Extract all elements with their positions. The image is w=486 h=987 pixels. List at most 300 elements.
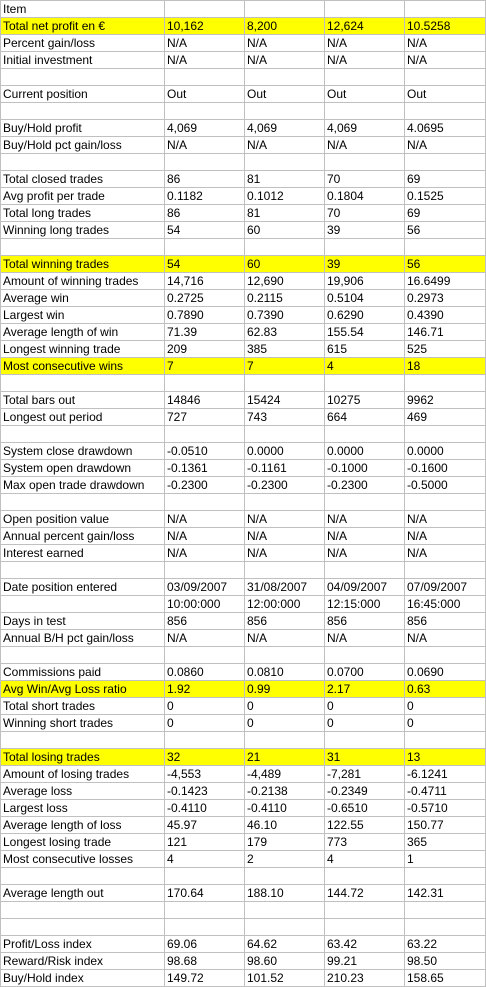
value-cell-col4[interactable]: 16:45:000: [405, 596, 486, 613]
value-cell-col1[interactable]: [165, 647, 245, 664]
value-cell-col1[interactable]: [165, 919, 245, 936]
value-cell-col3[interactable]: [325, 562, 405, 579]
value-cell-col4[interactable]: -0.1600: [405, 460, 486, 477]
value-cell-col1[interactable]: -0.1361: [165, 460, 245, 477]
value-cell-col2[interactable]: 2: [245, 851, 325, 868]
value-cell-col4[interactable]: N/A: [405, 545, 486, 562]
value-cell-col4[interactable]: N/A: [405, 528, 486, 545]
value-cell-col2[interactable]: 7: [245, 358, 325, 375]
value-cell-col4[interactable]: -0.5710: [405, 800, 486, 817]
value-cell-col2[interactable]: 0: [245, 715, 325, 732]
value-cell-col4[interactable]: [405, 1, 486, 18]
value-cell-col4[interactable]: [405, 375, 486, 392]
value-cell-col4[interactable]: 63.22: [405, 936, 486, 953]
value-cell-col3[interactable]: [325, 1, 405, 18]
row-label-cell[interactable]: Longest out period: [1, 409, 165, 426]
row-label-cell[interactable]: Avg profit per trade: [1, 188, 165, 205]
value-cell-col2[interactable]: 81: [245, 205, 325, 222]
value-cell-col3[interactable]: 0.1804: [325, 188, 405, 205]
value-cell-col4[interactable]: 0.4390: [405, 307, 486, 324]
value-cell-col1[interactable]: 0.0860: [165, 664, 245, 681]
value-cell-col3[interactable]: -0.2300: [325, 477, 405, 494]
value-cell-col2[interactable]: 4,069: [245, 120, 325, 137]
value-cell-col2[interactable]: 0.2115: [245, 290, 325, 307]
value-cell-col1[interactable]: [165, 732, 245, 749]
table-row: [1, 205, 486, 222]
value-cell-col1[interactable]: [165, 426, 245, 443]
value-cell-col1[interactable]: N/A: [165, 528, 245, 545]
value-cell-col2[interactable]: -0.2138: [245, 783, 325, 800]
row-label-cell[interactable]: [1, 375, 165, 392]
value-cell-col2[interactable]: N/A: [245, 35, 325, 52]
row-label-cell[interactable]: Winning long trades: [1, 222, 165, 239]
row-label-cell[interactable]: Longest winning trade: [1, 341, 165, 358]
row-label-cell[interactable]: Max open trade drawdown: [1, 477, 165, 494]
value-cell-col4[interactable]: -6.1241: [405, 766, 486, 783]
value-cell-col2[interactable]: -0.4110: [245, 800, 325, 817]
value-cell-col2[interactable]: 62.83: [245, 324, 325, 341]
row-label-cell[interactable]: Average length out: [1, 885, 165, 902]
value-cell-col4[interactable]: 98.50: [405, 953, 486, 970]
row-label-cell[interactable]: [1, 239, 165, 256]
value-cell-col2[interactable]: 64.62: [245, 936, 325, 953]
row-label-cell[interactable]: Most consecutive losses: [1, 851, 165, 868]
value-cell-col1[interactable]: 10:00:000: [165, 596, 245, 613]
value-cell-col3[interactable]: Out: [325, 86, 405, 103]
value-cell-col3[interactable]: [325, 375, 405, 392]
value-cell-col2[interactable]: 98.60: [245, 953, 325, 970]
value-cell-col2[interactable]: [245, 69, 325, 86]
value-cell-col1[interactable]: 32: [165, 749, 245, 766]
value-cell-col1[interactable]: N/A: [165, 511, 245, 528]
value-cell-col3[interactable]: N/A: [325, 630, 405, 647]
value-cell-col4[interactable]: 69: [405, 171, 486, 188]
value-cell-col1[interactable]: [165, 562, 245, 579]
value-cell-col4[interactable]: 146.71: [405, 324, 486, 341]
row-label-cell[interactable]: [1, 732, 165, 749]
value-cell-col2[interactable]: -4,489: [245, 766, 325, 783]
row-label-cell[interactable]: [1, 69, 165, 86]
value-cell-col3[interactable]: 856: [325, 613, 405, 630]
row-label-cell[interactable]: Annual B/H pct gain/loss: [1, 630, 165, 647]
value-cell-col3[interactable]: 39: [325, 222, 405, 239]
value-cell-col4[interactable]: 0.1525: [405, 188, 486, 205]
value-cell-col1[interactable]: 69.06: [165, 936, 245, 953]
value-cell-col1[interactable]: 0.1182: [165, 188, 245, 205]
row-label-cell[interactable]: Commissions paid: [1, 664, 165, 681]
value-cell-col2[interactable]: 101.52: [245, 970, 325, 987]
value-cell-col3[interactable]: 10275: [325, 392, 405, 409]
value-cell-col3[interactable]: N/A: [325, 137, 405, 154]
table-row: [1, 52, 486, 69]
value-cell-col3[interactable]: 31: [325, 749, 405, 766]
value-cell-col1[interactable]: 54: [165, 256, 245, 273]
row-label-cell[interactable]: Total winning trades: [1, 256, 165, 273]
value-cell-col1[interactable]: 86: [165, 205, 245, 222]
row-label-cell[interactable]: Initial investment: [1, 52, 165, 69]
value-cell-col1[interactable]: -4,553: [165, 766, 245, 783]
value-cell-col3[interactable]: 39: [325, 256, 405, 273]
value-cell-col3[interactable]: 0.0700: [325, 664, 405, 681]
value-cell-col1[interactable]: 03/09/2007: [165, 579, 245, 596]
value-cell-col1[interactable]: 0.2725: [165, 290, 245, 307]
row-label-cell[interactable]: Percent gain/loss: [1, 35, 165, 52]
table-row: [1, 817, 486, 834]
value-cell-col1[interactable]: [165, 239, 245, 256]
value-cell-col4[interactable]: 142.31: [405, 885, 486, 902]
value-cell-col2[interactable]: [245, 562, 325, 579]
value-cell-col2[interactable]: 0.7390: [245, 307, 325, 324]
row-label-cell[interactable]: [1, 868, 165, 885]
value-cell-col4[interactable]: 0.63: [405, 681, 486, 698]
value-cell-col4[interactable]: [405, 732, 486, 749]
value-cell-col1[interactable]: 98.68: [165, 953, 245, 970]
value-cell-col2[interactable]: 188.10: [245, 885, 325, 902]
value-cell-col1[interactable]: 54: [165, 222, 245, 239]
value-cell-col3[interactable]: 122.55: [325, 817, 405, 834]
value-cell-col3[interactable]: -0.2349: [325, 783, 405, 800]
value-cell-col1[interactable]: [165, 902, 245, 919]
value-cell-col2[interactable]: [245, 868, 325, 885]
value-cell-col2[interactable]: N/A: [245, 511, 325, 528]
value-cell-col3[interactable]: 773: [325, 834, 405, 851]
row-label-cell[interactable]: Average win: [1, 290, 165, 307]
value-cell-col4[interactable]: [405, 154, 486, 171]
value-cell-col4[interactable]: 10.5258: [405, 18, 486, 35]
value-cell-col4[interactable]: [405, 103, 486, 120]
value-cell-col3[interactable]: [325, 494, 405, 511]
value-cell-col3[interactable]: -7,281: [325, 766, 405, 783]
value-cell-col2[interactable]: 60: [245, 256, 325, 273]
value-cell-col4[interactable]: [405, 239, 486, 256]
value-cell-col2[interactable]: N/A: [245, 52, 325, 69]
value-cell-col3[interactable]: [325, 426, 405, 443]
row-label-cell[interactable]: Average loss: [1, 783, 165, 800]
value-cell-col1[interactable]: -0.4110: [165, 800, 245, 817]
value-cell-col4[interactable]: 0: [405, 715, 486, 732]
value-cell-col1[interactable]: 10,162: [165, 18, 245, 35]
value-cell-col3[interactable]: 4: [325, 851, 405, 868]
value-cell-col1[interactable]: N/A: [165, 545, 245, 562]
value-cell-col2[interactable]: [245, 154, 325, 171]
value-cell-col4[interactable]: 1: [405, 851, 486, 868]
value-cell-col3[interactable]: 0: [325, 715, 405, 732]
value-cell-col1[interactable]: [165, 494, 245, 511]
row-label-cell[interactable]: Largest loss: [1, 800, 165, 817]
value-cell-col3[interactable]: [325, 239, 405, 256]
value-cell-col1[interactable]: 121: [165, 834, 245, 851]
value-cell-col4[interactable]: 16.6499: [405, 273, 486, 290]
row-label-cell[interactable]: Amount of winning trades: [1, 273, 165, 290]
value-cell-col2[interactable]: [245, 239, 325, 256]
value-cell-col2[interactable]: [245, 1, 325, 18]
row-label-cell[interactable]: [1, 426, 165, 443]
value-cell-col2[interactable]: 8,200: [245, 18, 325, 35]
value-cell-col3[interactable]: 99.21: [325, 953, 405, 970]
value-cell-col2[interactable]: 0.99: [245, 681, 325, 698]
value-cell-col2[interactable]: N/A: [245, 137, 325, 154]
value-cell-col3[interactable]: 0.5104: [325, 290, 405, 307]
value-cell-col1[interactable]: 0: [165, 715, 245, 732]
value-cell-col1[interactable]: 14846: [165, 392, 245, 409]
value-cell-col4[interactable]: 158.65: [405, 970, 486, 987]
value-cell-col4[interactable]: [405, 868, 486, 885]
value-cell-col2[interactable]: [245, 375, 325, 392]
value-cell-col3[interactable]: 155.54: [325, 324, 405, 341]
table-row: [1, 851, 486, 868]
value-cell-col2[interactable]: Out: [245, 86, 325, 103]
value-cell-col3[interactable]: 12:15:000: [325, 596, 405, 613]
row-label-cell[interactable]: [1, 103, 165, 120]
row-label-cell[interactable]: [1, 647, 165, 664]
value-cell-col2[interactable]: -0.1161: [245, 460, 325, 477]
value-cell-col2[interactable]: 21: [245, 749, 325, 766]
value-cell-col2[interactable]: 179: [245, 834, 325, 851]
value-cell-col4[interactable]: 13: [405, 749, 486, 766]
value-cell-col4[interactable]: N/A: [405, 52, 486, 69]
value-cell-col2[interactable]: 15424: [245, 392, 325, 409]
value-cell-col1[interactable]: 7: [165, 358, 245, 375]
row-label-cell[interactable]: Current position: [1, 86, 165, 103]
value-cell-col3[interactable]: 615: [325, 341, 405, 358]
value-cell-col3[interactable]: [325, 732, 405, 749]
value-cell-col4[interactable]: N/A: [405, 35, 486, 52]
value-cell-col4[interactable]: 07/09/2007: [405, 579, 486, 596]
value-cell-col1[interactable]: 14,716: [165, 273, 245, 290]
value-cell-col2[interactable]: N/A: [245, 630, 325, 647]
row-label-cell[interactable]: [1, 154, 165, 171]
value-cell-col1[interactable]: N/A: [165, 137, 245, 154]
table-row: [1, 664, 486, 681]
value-cell-col1[interactable]: 71.39: [165, 324, 245, 341]
value-cell-col4[interactable]: Out: [405, 86, 486, 103]
value-cell-col3[interactable]: N/A: [325, 511, 405, 528]
value-cell-col1[interactable]: [165, 1, 245, 18]
value-cell-col1[interactable]: -0.1423: [165, 783, 245, 800]
value-cell-col2[interactable]: [245, 103, 325, 120]
value-cell-col1[interactable]: -0.0510: [165, 443, 245, 460]
value-cell-col4[interactable]: 18: [405, 358, 486, 375]
value-cell-col4[interactable]: 525: [405, 341, 486, 358]
value-cell-col1[interactable]: 86: [165, 171, 245, 188]
value-cell-col3[interactable]: -0.1000: [325, 460, 405, 477]
row-label-cell[interactable]: Item: [1, 1, 165, 18]
value-cell-col1[interactable]: [165, 103, 245, 120]
value-cell-col1[interactable]: 149.72: [165, 970, 245, 987]
value-cell-col4[interactable]: [405, 919, 486, 936]
table-row: [1, 392, 486, 409]
value-cell-col3[interactable]: 4,069: [325, 120, 405, 137]
row-label-cell[interactable]: Reward/Risk index: [1, 953, 165, 970]
value-cell-col4[interactable]: 856: [405, 613, 486, 630]
value-cell-col2[interactable]: N/A: [245, 528, 325, 545]
row-label-cell[interactable]: Buy/Hold pct gain/loss: [1, 137, 165, 154]
value-cell-col2[interactable]: 12:00:000: [245, 596, 325, 613]
value-cell-col2[interactable]: 81: [245, 171, 325, 188]
value-cell-col1[interactable]: 209: [165, 341, 245, 358]
row-label-cell[interactable]: [1, 919, 165, 936]
value-cell-col3[interactable]: 210.23: [325, 970, 405, 987]
value-cell-col2[interactable]: 385: [245, 341, 325, 358]
value-cell-col1[interactable]: 856: [165, 613, 245, 630]
value-cell-col2[interactable]: 60: [245, 222, 325, 239]
row-label-cell[interactable]: Buy/Hold index: [1, 970, 165, 987]
value-cell-col4[interactable]: 56: [405, 222, 486, 239]
row-label-cell[interactable]: Buy/Hold profit: [1, 120, 165, 137]
value-cell-col2[interactable]: [245, 494, 325, 511]
value-cell-col4[interactable]: -0.4711: [405, 783, 486, 800]
value-cell-col4[interactable]: N/A: [405, 511, 486, 528]
value-cell-col3[interactable]: 19,906: [325, 273, 405, 290]
value-cell-col3[interactable]: [325, 647, 405, 664]
value-cell-col3[interactable]: 70: [325, 171, 405, 188]
value-cell-col3[interactable]: N/A: [325, 35, 405, 52]
row-label-cell[interactable]: Open position value: [1, 511, 165, 528]
value-cell-col4[interactable]: [405, 494, 486, 511]
value-cell-col4[interactable]: [405, 426, 486, 443]
value-cell-col3[interactable]: [325, 919, 405, 936]
value-cell-col2[interactable]: 0.1012: [245, 188, 325, 205]
value-cell-col3[interactable]: [325, 868, 405, 885]
row-label-cell[interactable]: Total short trades: [1, 698, 165, 715]
value-cell-col3[interactable]: 70: [325, 205, 405, 222]
row-label-cell[interactable]: Largest win: [1, 307, 165, 324]
value-cell-col4[interactable]: 469: [405, 409, 486, 426]
value-cell-col4[interactable]: [405, 562, 486, 579]
value-cell-col1[interactable]: Out: [165, 86, 245, 103]
value-cell-col1[interactable]: N/A: [165, 35, 245, 52]
value-cell-col2[interactable]: 0.0000: [245, 443, 325, 460]
value-cell-col4[interactable]: N/A: [405, 137, 486, 154]
value-cell-col1[interactable]: 4,069: [165, 120, 245, 137]
row-label-cell[interactable]: Winning short trades: [1, 715, 165, 732]
row-label-cell[interactable]: [1, 902, 165, 919]
value-cell-col3[interactable]: 4: [325, 358, 405, 375]
value-cell-col3[interactable]: -0.6510: [325, 800, 405, 817]
value-cell-col3[interactable]: N/A: [325, 528, 405, 545]
value-cell-col1[interactable]: N/A: [165, 630, 245, 647]
row-label-cell[interactable]: Days in test: [1, 613, 165, 630]
value-cell-col2[interactable]: [245, 426, 325, 443]
value-cell-col1[interactable]: -0.2300: [165, 477, 245, 494]
row-label-cell[interactable]: Total closed trades: [1, 171, 165, 188]
row-label-cell[interactable]: Most consecutive wins: [1, 358, 165, 375]
row-label-cell[interactable]: Date position entered: [1, 579, 165, 596]
value-cell-col4[interactable]: 56: [405, 256, 486, 273]
value-cell-col2[interactable]: 0: [245, 698, 325, 715]
value-cell-col1[interactable]: [165, 154, 245, 171]
value-cell-col4[interactable]: 9962: [405, 392, 486, 409]
value-cell-col3[interactable]: 0.0000: [325, 443, 405, 460]
value-cell-col4[interactable]: 150.77: [405, 817, 486, 834]
value-cell-col1[interactable]: 45.97: [165, 817, 245, 834]
value-cell-col3[interactable]: N/A: [325, 545, 405, 562]
value-cell-col2[interactable]: 0.0810: [245, 664, 325, 681]
table-row: [1, 902, 486, 919]
value-cell-col1[interactable]: 0.7890: [165, 307, 245, 324]
value-cell-col2[interactable]: [245, 647, 325, 664]
value-cell-col4[interactable]: 0: [405, 698, 486, 715]
row-label-cell[interactable]: Total net profit en €: [1, 18, 165, 35]
row-label-cell[interactable]: Total bars out: [1, 392, 165, 409]
value-cell-col4[interactable]: N/A: [405, 630, 486, 647]
row-label-cell[interactable]: Average length of loss: [1, 817, 165, 834]
value-cell-col3[interactable]: 2.17: [325, 681, 405, 698]
value-cell-col2[interactable]: 743: [245, 409, 325, 426]
row-label-cell[interactable]: System open drawdown: [1, 460, 165, 477]
value-cell-col1[interactable]: 0: [165, 698, 245, 715]
value-cell-col2[interactable]: 12,690: [245, 273, 325, 290]
value-cell-col3[interactable]: 04/09/2007: [325, 579, 405, 596]
value-cell-col4[interactable]: -0.5000: [405, 477, 486, 494]
value-cell-col3[interactable]: 63.42: [325, 936, 405, 953]
value-cell-col3[interactable]: 144.72: [325, 885, 405, 902]
row-label-cell[interactable]: Average length of win: [1, 324, 165, 341]
value-cell-col4[interactable]: 365: [405, 834, 486, 851]
value-cell-col1[interactable]: 1.92: [165, 681, 245, 698]
value-cell-col2[interactable]: [245, 919, 325, 936]
value-cell-col1[interactable]: 170.64: [165, 885, 245, 902]
row-label-cell[interactable]: Total losing trades: [1, 749, 165, 766]
row-label-cell[interactable]: Annual percent gain/loss: [1, 528, 165, 545]
value-cell-col1[interactable]: [165, 69, 245, 86]
value-cell-col4[interactable]: [405, 902, 486, 919]
value-cell-col2[interactable]: 46.10: [245, 817, 325, 834]
value-cell-col3[interactable]: [325, 154, 405, 171]
table-row: [1, 137, 486, 154]
row-label-cell[interactable]: Profit/Loss index: [1, 936, 165, 953]
table-row: [1, 647, 486, 664]
value-cell-col3[interactable]: [325, 69, 405, 86]
value-cell-col4[interactable]: [405, 647, 486, 664]
value-cell-col1[interactable]: N/A: [165, 52, 245, 69]
value-cell-col1[interactable]: [165, 868, 245, 885]
value-cell-col3[interactable]: 664: [325, 409, 405, 426]
value-cell-col2[interactable]: [245, 732, 325, 749]
value-cell-col4[interactable]: 69: [405, 205, 486, 222]
row-label-cell[interactable]: [1, 596, 165, 613]
row-label-cell[interactable]: System close drawdown: [1, 443, 165, 460]
row-label-cell[interactable]: Longest losing trade: [1, 834, 165, 851]
value-cell-col2[interactable]: -0.2300: [245, 477, 325, 494]
value-cell-col1[interactable]: 727: [165, 409, 245, 426]
table-row: [1, 749, 486, 766]
row-label-cell[interactable]: Interest earned: [1, 545, 165, 562]
value-cell-col2[interactable]: N/A: [245, 545, 325, 562]
value-cell-col3[interactable]: 0: [325, 698, 405, 715]
value-cell-col1[interactable]: [165, 375, 245, 392]
value-cell-col4[interactable]: 0.2973: [405, 290, 486, 307]
value-cell-col3[interactable]: [325, 103, 405, 120]
row-label-cell[interactable]: [1, 494, 165, 511]
value-cell-col3[interactable]: N/A: [325, 52, 405, 69]
value-cell-col4[interactable]: [405, 69, 486, 86]
value-cell-col2[interactable]: 31/08/2007: [245, 579, 325, 596]
value-cell-col4[interactable]: 4.0695: [405, 120, 486, 137]
value-cell-col4[interactable]: 0.0690: [405, 664, 486, 681]
value-cell-col2[interactable]: 856: [245, 613, 325, 630]
row-label-cell[interactable]: Amount of losing trades: [1, 766, 165, 783]
row-label-cell[interactable]: [1, 562, 165, 579]
value-cell-col3[interactable]: 0.6290: [325, 307, 405, 324]
value-cell-col3[interactable]: [325, 902, 405, 919]
row-label-cell[interactable]: Total long trades: [1, 205, 165, 222]
value-cell-col1[interactable]: 4: [165, 851, 245, 868]
value-cell-col4[interactable]: 0.0000: [405, 443, 486, 460]
value-cell-col3[interactable]: 12,624: [325, 18, 405, 35]
value-cell-col2[interactable]: [245, 902, 325, 919]
row-label-cell[interactable]: Avg Win/Avg Loss ratio: [1, 681, 165, 698]
